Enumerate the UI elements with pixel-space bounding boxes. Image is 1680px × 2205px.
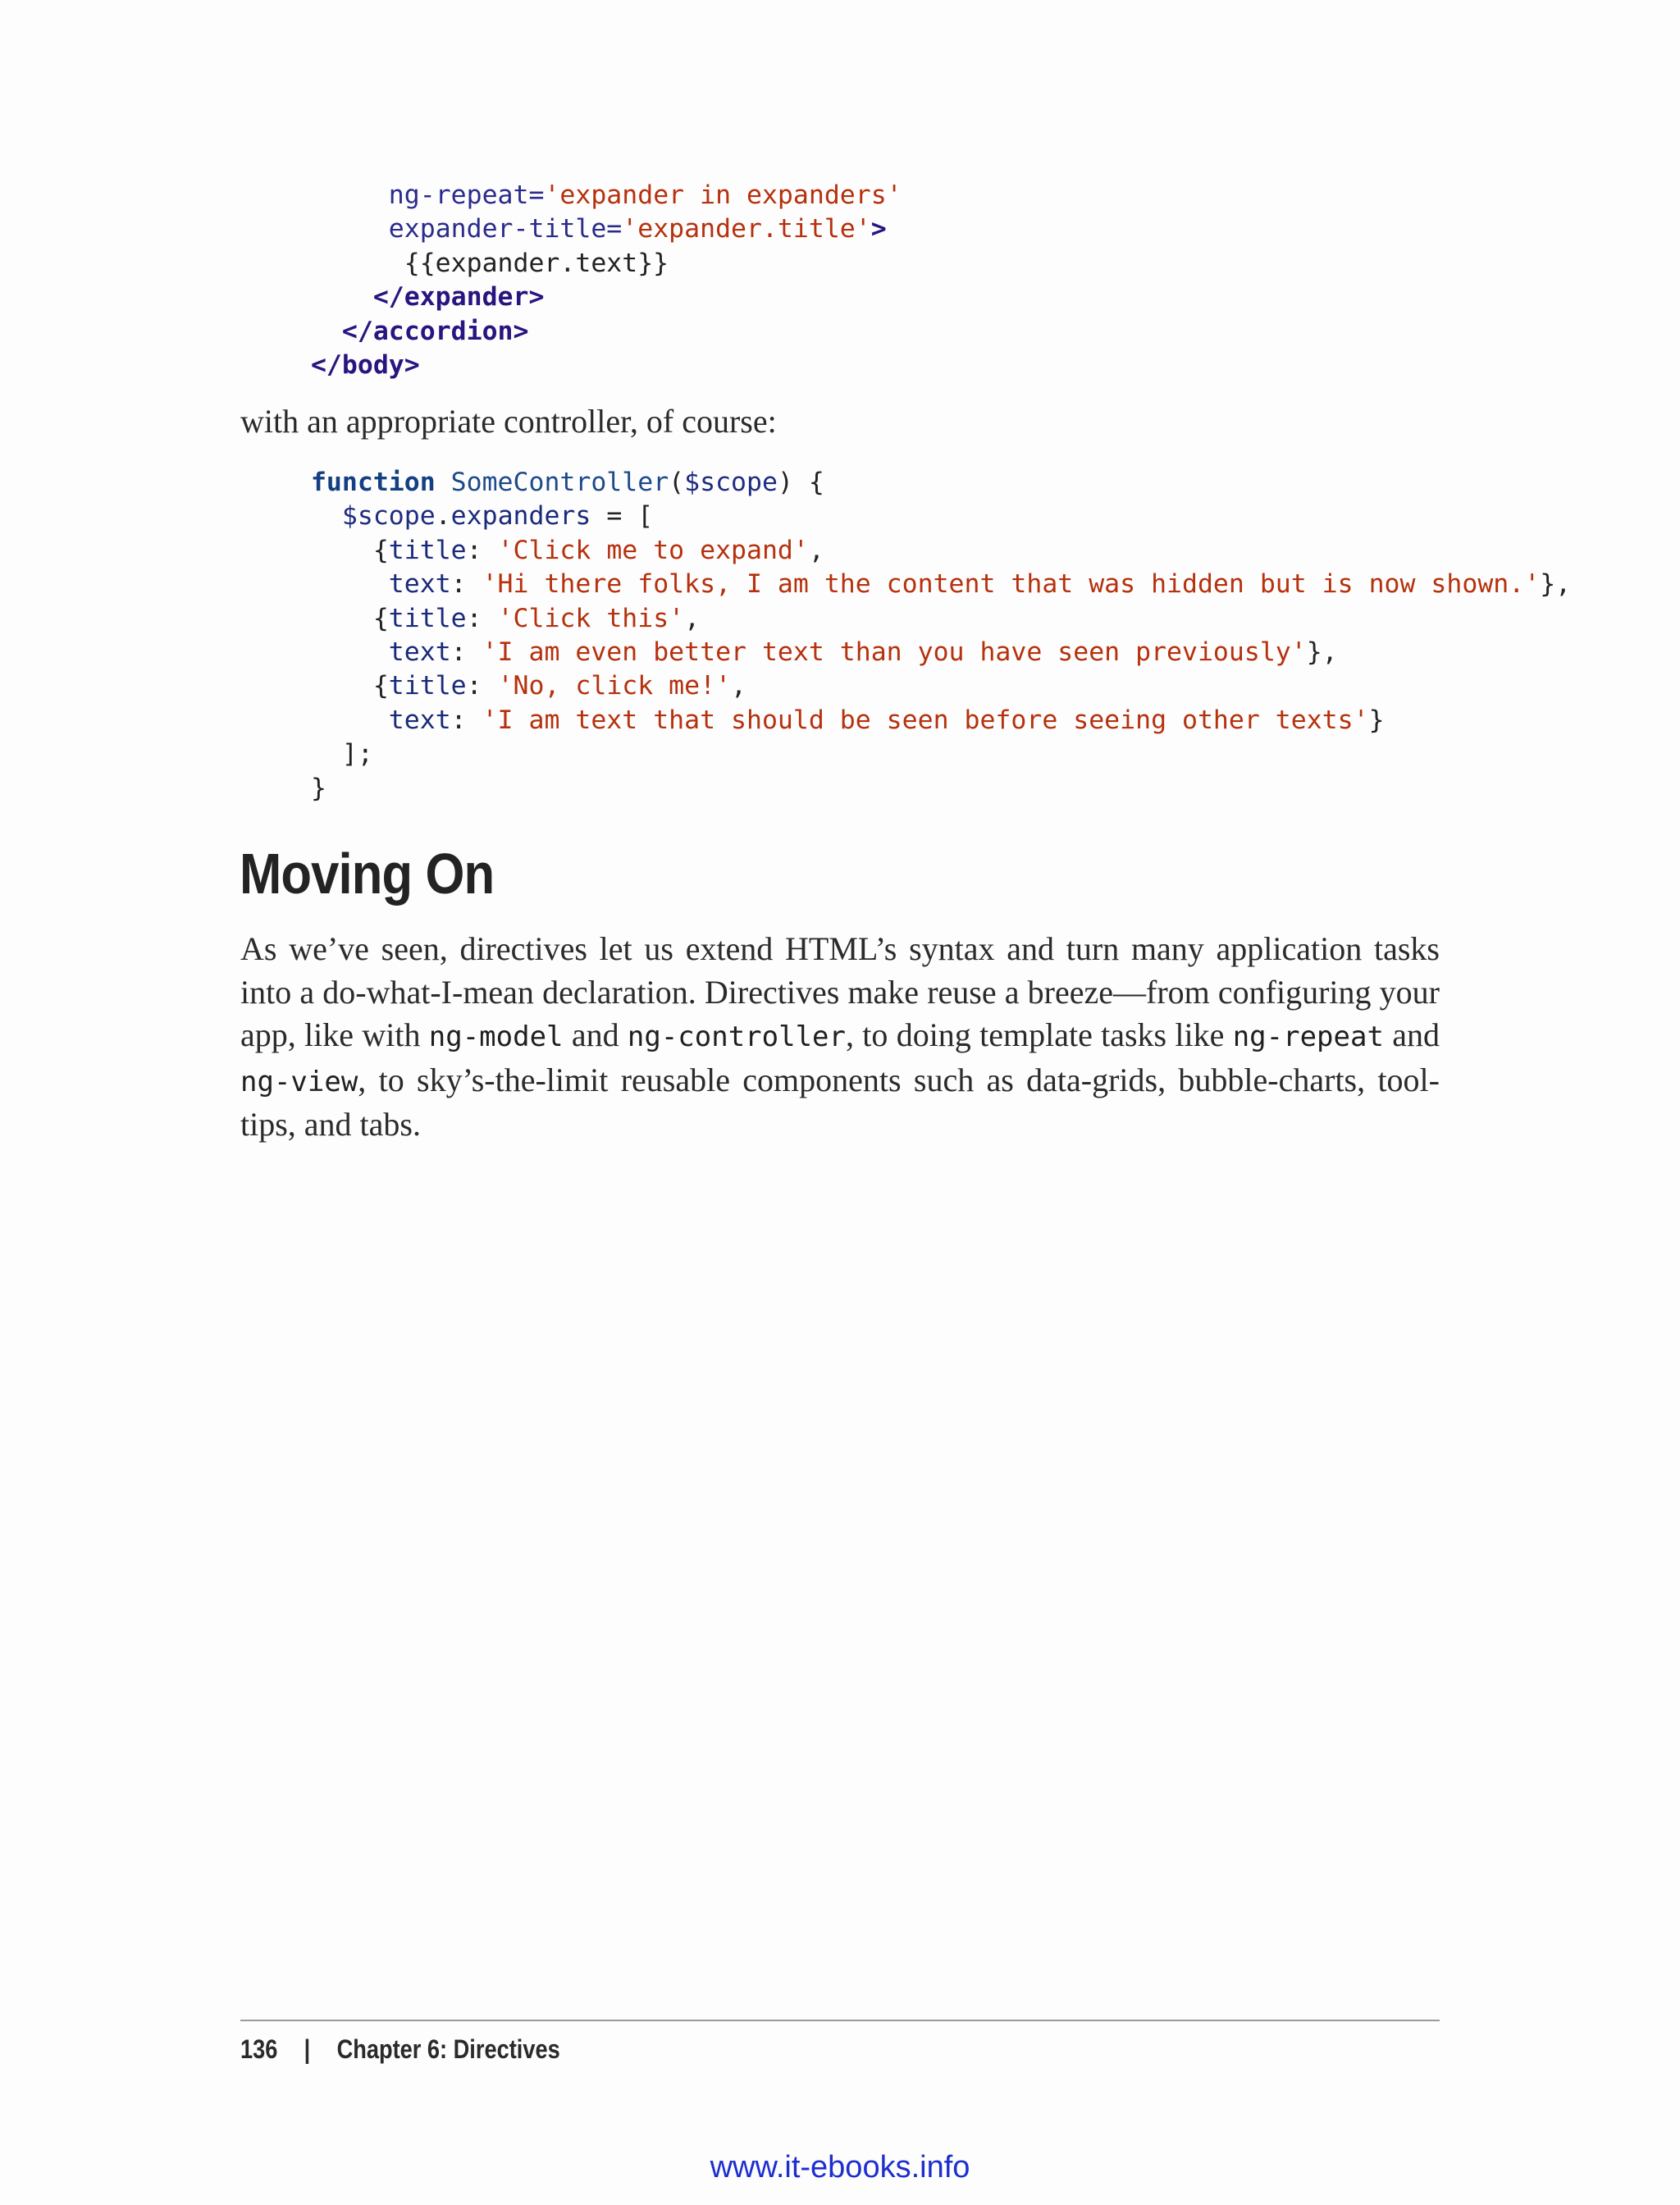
code-token: . (435, 501, 451, 532)
code-token: </expander> (372, 282, 545, 313)
code-line (295, 315, 902, 349)
code-token: 'expander in expanders' (544, 180, 902, 210)
code-token: text (388, 569, 451, 600)
code-line (295, 737, 1571, 771)
paragraph-text: , to sky’s-the-limit reusable components such as data-grids, bubble-charts, tool-tips, and tabs. (240, 1061, 1440, 1143)
code-token: , (808, 535, 824, 565)
code-token: 'Click me to expand' (497, 535, 809, 565)
code-token: } (295, 773, 326, 803)
watermark-link[interactable]: www.it-ebooks.info (710, 2150, 970, 2184)
code-token: $scope (684, 468, 778, 497)
code-token: : (450, 705, 482, 735)
code-token (295, 350, 311, 380)
code-token: 'expander.title' (622, 214, 871, 244)
intro-text: with an appropriate controller, of course: (240, 403, 777, 440)
section-heading: Moving On (240, 842, 495, 906)
code-token: ( (669, 468, 685, 497)
code-token: { (295, 603, 389, 633)
code-line (295, 602, 1571, 636)
code-line (295, 212, 902, 246)
page-number: 136 (240, 2034, 278, 2064)
code-line (295, 349, 902, 382)
code-line (295, 247, 902, 281)
code-token (295, 569, 389, 599)
code-line (295, 534, 1571, 568)
footer-separator: | (304, 2034, 311, 2064)
code-token: ng-repeat= (388, 180, 545, 210)
code-token (436, 468, 451, 497)
code-token: title (388, 603, 467, 633)
code-token: { (295, 671, 389, 701)
code-line (295, 568, 1571, 601)
paragraph-text: , to doing template tasks like (845, 1016, 1233, 1053)
code-token (295, 180, 389, 210)
code-token: title (388, 671, 467, 701)
code-token (295, 637, 389, 667)
code-line (295, 704, 1571, 737)
code-token: SomeController (450, 468, 669, 497)
code-token: } (1368, 705, 1385, 735)
code-line (295, 669, 1571, 703)
code-token: ]; (295, 739, 373, 769)
code-token: , (684, 603, 701, 633)
code-token: : (466, 671, 498, 701)
code-line (295, 281, 902, 314)
page-footer (240, 2031, 560, 2067)
code-token (295, 214, 389, 244)
code-token: , (731, 671, 747, 701)
code-token: ) { (777, 468, 824, 497)
code-token: </accordion> (341, 316, 529, 346)
code-token: 'Click this' (497, 603, 685, 633)
code-token: { (295, 535, 389, 565)
code-token (295, 705, 389, 735)
paragraph-text: As we’ve seen, directives let us extend HTML’s syntax and turn many application tasks into a do-what-I-mean declaration. Directives make reuse a breeze—from configuring your app, like with (240, 930, 1440, 1053)
code-token: expander-title= (388, 214, 623, 244)
inline-code: ng-repeat (1232, 1020, 1384, 1053)
code-token (295, 501, 342, 531)
code-line (295, 179, 902, 212)
inline-code: ng-view (240, 1065, 358, 1098)
code-line (295, 466, 1571, 500)
inline-code: ng-controller (627, 1020, 846, 1053)
code-token (295, 282, 373, 312)
code-line (295, 772, 1571, 806)
paragraph-text: and (1383, 1016, 1440, 1053)
body-paragraph (240, 928, 1440, 1147)
code-block-markup (295, 179, 902, 382)
code-token: text (388, 705, 451, 735)
code-token: function (310, 468, 436, 497)
code-token (295, 317, 342, 346)
code-block-controller (295, 466, 1571, 806)
code-token: text (388, 637, 451, 667)
code-token: : (450, 637, 482, 667)
chapter-title: Chapter 6: Directives (336, 2034, 560, 2064)
code-line (295, 636, 1571, 669)
code-token (295, 468, 311, 497)
code-token: expanders (450, 501, 591, 532)
code-token: title (388, 535, 467, 565)
code-line (295, 500, 1571, 533)
code-token: : (466, 603, 498, 633)
code-token: 'Hi there folks, I am the content that was hidden but is now shown.' (482, 569, 1541, 600)
code-token: {{expander.text}} (295, 248, 669, 278)
paragraph-text: and (563, 1016, 628, 1053)
footer-divider (240, 2020, 1440, 2021)
code-token: : (466, 535, 498, 565)
code-token: }, (1540, 569, 1572, 600)
code-token: </body> (310, 349, 420, 380)
code-token: 'I am text that should be seen before seeing other texts' (482, 705, 1369, 735)
inline-code: ng-model (428, 1020, 564, 1053)
code-token: > (870, 214, 887, 244)
code-token: }, (1306, 637, 1338, 667)
code-token: 'No, click me!' (497, 671, 732, 701)
code-token: = [ (591, 501, 654, 532)
code-token: 'I am even better text than you have seen previously' (482, 637, 1307, 667)
code-token: $scope (341, 501, 436, 532)
code-token: : (450, 569, 482, 600)
